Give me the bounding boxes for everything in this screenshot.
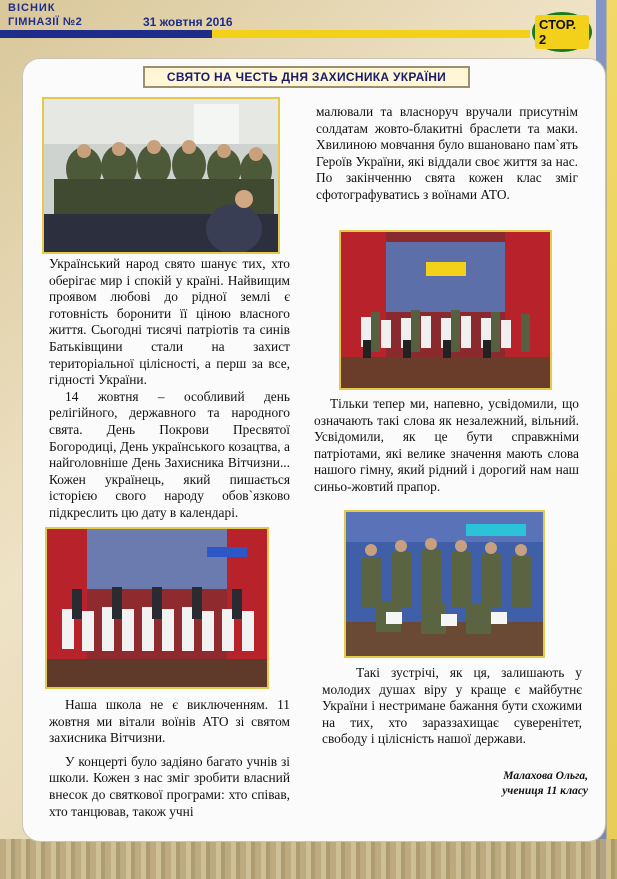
header-stripe — [0, 30, 530, 38]
paragraph-bracelets: малювали та власноруч вручали присутнім солдатам жовто-блакитні браслети та маки. Хвилиною мовчання було вшановано пам`ять Героїв України, які віддали своє життя за нас. По закінченню свята кожен клас зміг сфотографуватись з воїнами АТО. — [316, 104, 578, 202]
photo-soldiers-with-certificates-image — [346, 512, 543, 656]
author-signature — [470, 769, 588, 799]
page-number-label: СТОР. 2 — [535, 15, 589, 49]
author-role: учениця 11 класу — [502, 785, 588, 797]
masthead — [8, 2, 293, 32]
page-number-badge — [532, 12, 592, 52]
masthead-title: ВІСНИК — [8, 2, 56, 14]
masthead-subtitle: ГІМНАЗІЇ №2 — [8, 16, 83, 28]
photo-younger-class — [45, 527, 269, 689]
column2-bottom-text — [322, 665, 582, 748]
paragraph-concert: У концерті було задіяно багато учнів зі школи. Кожен з нас зміг зробити власний внесок до святкової програми: хто співав, хто танцював, також учні — [49, 753, 290, 819]
paragraph-october-14: 14 жовтня – особливий день релігійного, державного та народного свята. День Покрови Пресвятої Богородиці, День українського козацтва, а найголовніше День Захисника Вітчизни... Кожен українець, який пишається історією свого народу обов`язково підкреслить цю дату в календарі. — [49, 388, 290, 520]
paragraph-realization: Тільки тепер ми, напевно, усвідомили, що означають такі слова як незалежний, вільний. Усвідомили, як це бути справжніми патріотами, які велике значення мають слова нашого гімну, який рідний і дорогий нам наш синьо-жовтий прапор. — [314, 396, 579, 494]
photo-soldiers-with-certificates — [344, 510, 545, 658]
photo-soldiers-in-hall — [42, 97, 280, 254]
paragraph-our-school: Наша школа не є виключенням. 11 жовтня ми вітали воїнів АТО зі святом захисника Вітчизни. — [49, 697, 290, 746]
column1-intro-text — [49, 256, 290, 522]
bottom-border-decoration — [0, 839, 617, 879]
photo-class-with-soldiers — [339, 230, 552, 390]
author-name: Малахова Ольга, — [503, 770, 588, 782]
paragraph-intro: Український народ свято шанує тих, хто оберігає мир і спокій у країні. Найвищим проявом любові до рідної землі є готовність боронити її ціною власного життя. Сьогодні тисячі патріотів та синів Батьківщини стали на захист територіальної цілісності, а перш за все, гідності України. — [49, 256, 290, 388]
photo-younger-class-image — [47, 529, 267, 687]
photo-soldiers-in-hall-image — [44, 99, 278, 252]
paragraph-meetings: Такі зустрічі, як ця, залишають у молодих душах віру у краще є майбутнє України і нестримане бажання бути схожими на тих, хто зараззахищає суверенітет, свободу і цілісність нашої держави. — [322, 665, 582, 747]
photo-class-with-soldiers-image — [341, 232, 550, 388]
article-title: СВЯТО НА ЧЕСТЬ ДНЯ ЗАХИСНИКА УКРАЇНИ — [143, 66, 470, 88]
column2-top-text — [316, 104, 578, 204]
column1-bottom-text — [49, 697, 290, 820]
column2-middle-text — [314, 396, 579, 496]
issue-date: 31 жовтня 2016 — [143, 15, 233, 29]
